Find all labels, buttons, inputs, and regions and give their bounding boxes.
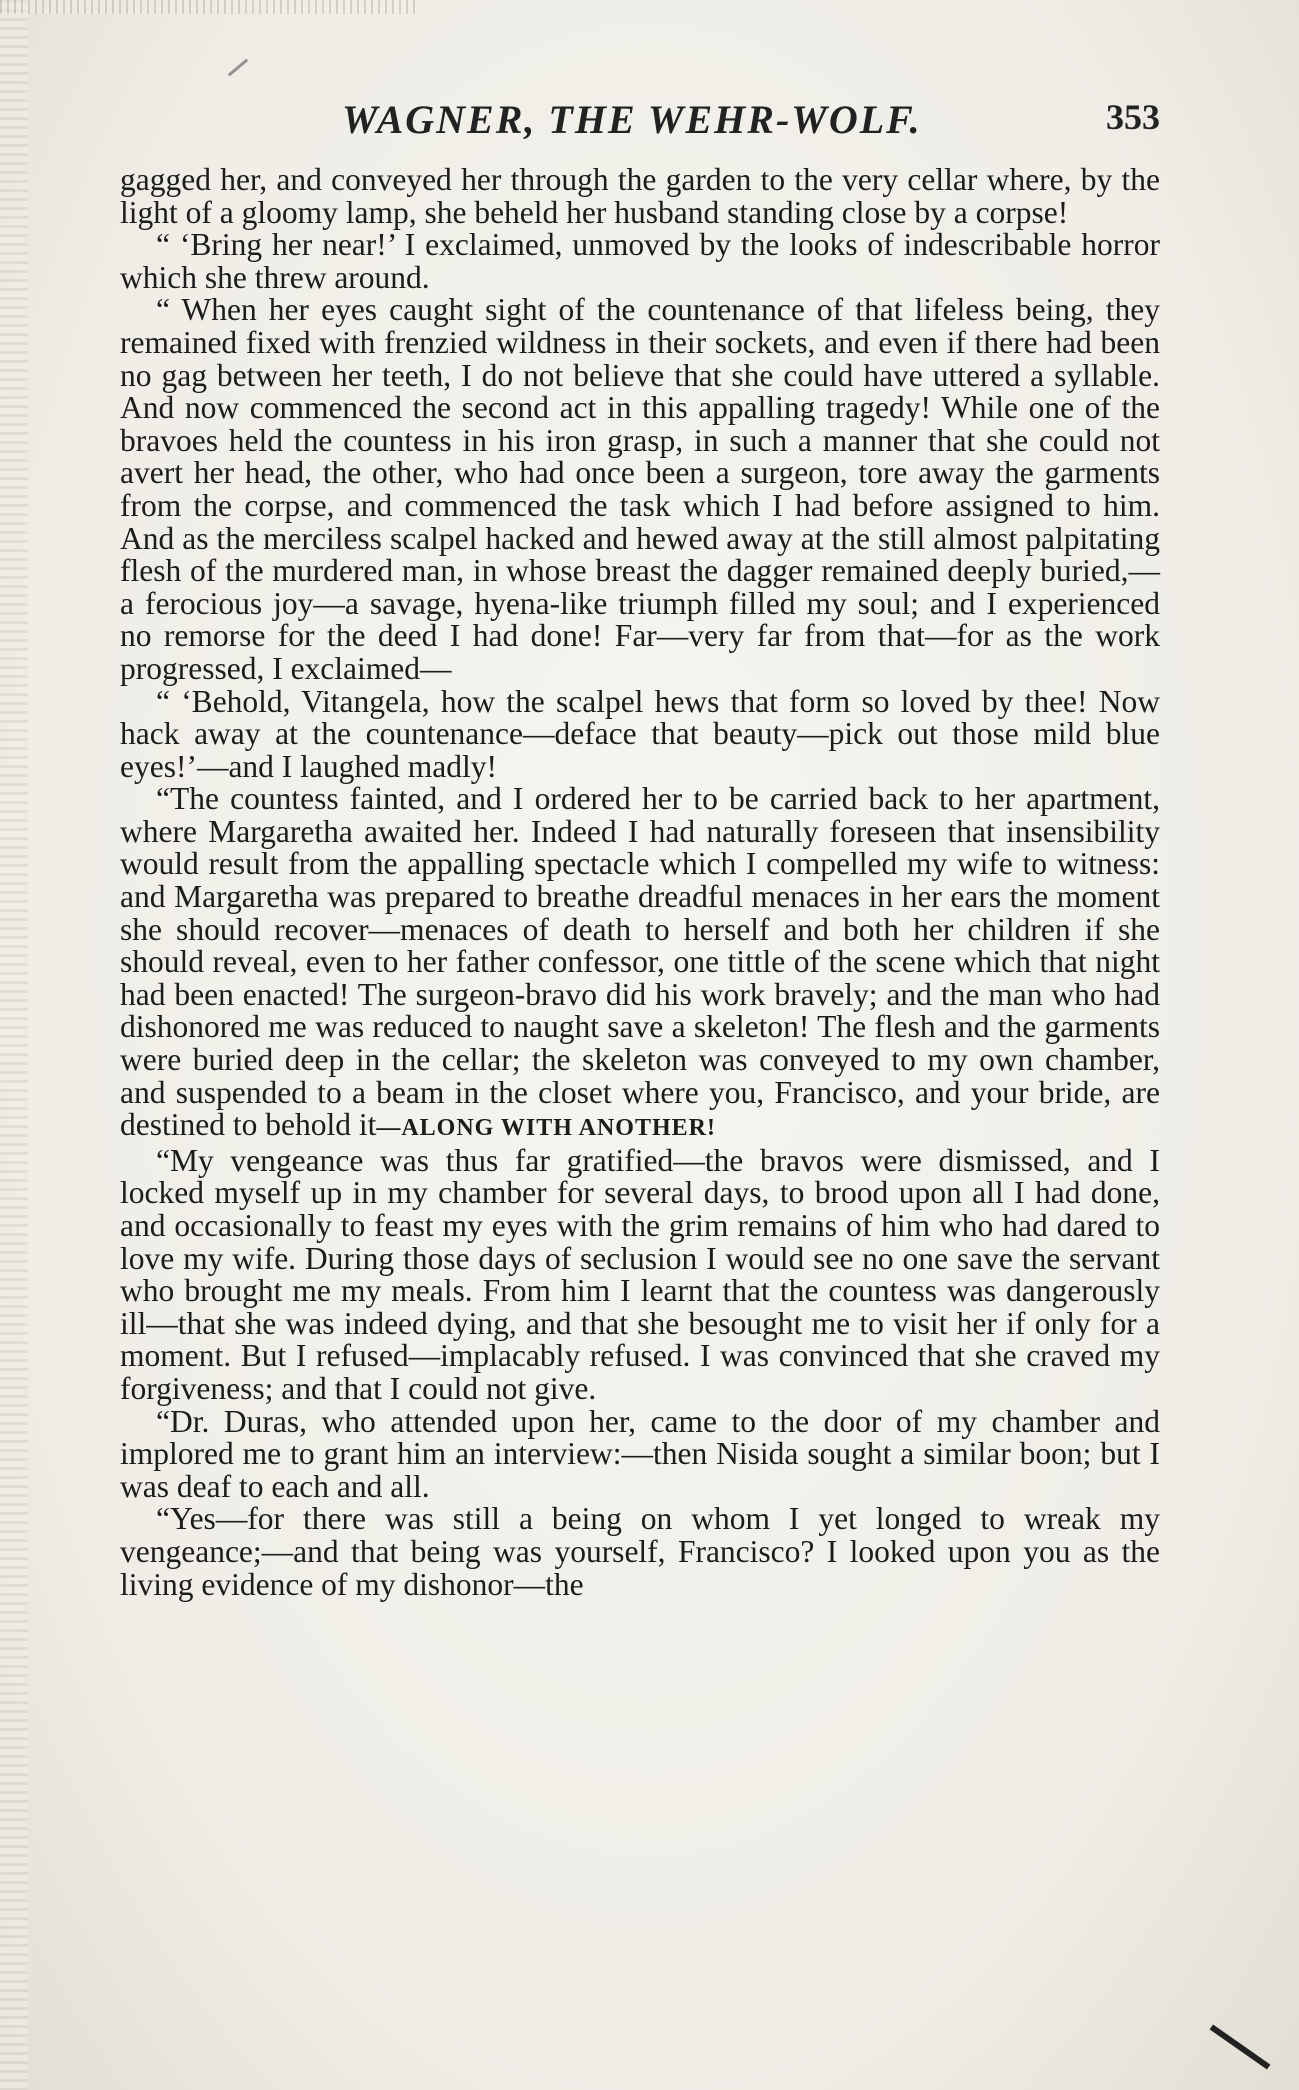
page-corner-shading	[0, 0, 420, 14]
paragraph-text: “Yes—for there was still a being on whom I yet longed to wreak my vengeance;—and that being was yourself, Francisco? I looked upon you as the living evidence of my dishonor—the	[120, 1501, 1160, 1602]
paragraph	[120, 294, 1160, 685]
running-title: WAGNER, THE WEHR-WOLF.	[342, 97, 922, 142]
paragraph	[120, 229, 1160, 294]
paragraph-text: “The countess fainted, and I ordered her to be carried back to her apartment, where Margaretha awaited her. Indeed I had naturally foreseen that insensibility would result from the appalling spectacle which I compelled my wife to witness: and Margaretha was prepared to breathe dreadful menaces in her ears the moment she should recover—menaces of death to herself and both her children if she should reveal, even to her father confessor, one tittle of the scene which that night had been enacted! The surgeon-bravo did his work bravely; and the man who had dishonored me was reduced to naught save a skeleton! The flesh and the garments were buried deep in the cellar; the skeleton was conveyed to my own chamber, and suspended to a beam in the closet where you, Francisco, and your bride, are destined to behold it	[120, 781, 1160, 1143]
running-header	[120, 96, 1160, 146]
paragraph-text: “My vengeance was thus far gratified—the bravos were dismissed, and I locked myself up in my chamber for several days, to brood upon all I had done, and occasionally to feast my eyes with the grim remains of him who had dared to love my wife. During those days of seclusion I would see no one save the servant who brought me my meals. From him I learnt that the countess was dangerously ill—that she was indeed dying, and that she besought me to visit her if only for a moment. But I refused—implacably refused. I was convinced that she craved my forgiveness; and that I could not give.	[120, 1142, 1160, 1406]
corner-mark	[1210, 2024, 1271, 2069]
paragraph	[120, 683, 1160, 784]
small-caps-text: —ALONG WITH ANOTHER!	[376, 1115, 716, 1142]
paragraph-text: “ ‘Bring her near!’ I exclaimed, unmoved by the looks of indescribable horror which she threw around.	[120, 227, 1160, 295]
paragraph-text: “Dr. Duras, who attended upon her, came to the door of my chamber and implored me to grant him an interview:—then Nisida sought a similar boon; but I was deaf to each and all.	[120, 1403, 1160, 1504]
body-text	[120, 164, 1160, 1601]
paragraph-text: “ When her eyes caught sight of the countenance of that lifeless being, they remained fixed with frenzied wildness in their sockets, and even if there had been no gag between her teeth, I do not believe that she could have uttered a syllable. And now commenced the second act in this appalling tragedy! While one of the bravoes held the countess in his iron grasp, in such a manner that she could not avert her head, the other, who had once been a surgeon, tore away the garments from the corpse, and commenced the task which I had before assigned to him. And as the merciless scalpel hacked and hewed away at the still almost palpitating flesh of the murdered man, in whose breast the dagger remained deeply buried,—a ferocious joy—a savage, hyena-like triumph filled my soul; and I experienced no remorse for the deed I had done! Far—very far from that—for as the work progressed, I exclaimed—	[120, 292, 1160, 686]
paragraph	[120, 1403, 1160, 1504]
paragraph	[120, 164, 1160, 229]
paragraph	[120, 1503, 1160, 1601]
paragraph-text: gagged her, and conveyed her through the garden to the very cellar where, by the light of a gloomy lamp, she beheld her husband standing close by a corpse!	[120, 162, 1160, 230]
page-number: 353	[1106, 97, 1160, 137]
paragraph	[120, 1142, 1160, 1406]
paragraph-text: “ ‘Behold, Vitangela, how the scalpel hews that form so loved by thee! Now hack away at the countenance—deface that beauty—pick out those mild blue eyes!’—and I laughed madly!	[120, 683, 1160, 784]
ink-mark	[228, 59, 248, 77]
paragraph	[120, 783, 1160, 1145]
page-edge-shading	[0, 0, 28, 2090]
